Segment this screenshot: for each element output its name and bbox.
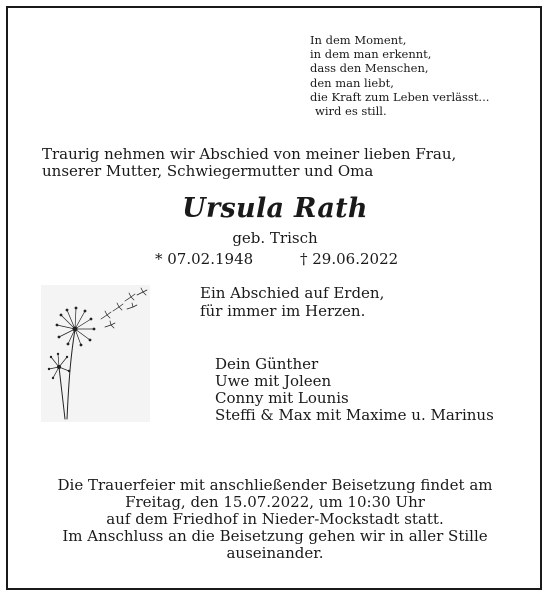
dandelion-illustration bbox=[41, 285, 150, 422]
poem-line: in dem man erkennt, bbox=[310, 47, 432, 62]
service-line: auseinander. bbox=[226, 544, 324, 562]
deceased-name: Ursula Rath bbox=[182, 193, 368, 224]
poem-line: den man liebt, bbox=[310, 75, 394, 90]
poem-line: wird es still. bbox=[315, 104, 387, 119]
poem bbox=[310, 33, 530, 118]
service-line: auf dem Friedhof in Nieder-Mockstadt statt. bbox=[106, 510, 444, 528]
family-member: Conny mit Lounis bbox=[215, 389, 349, 407]
intro-text bbox=[42, 146, 512, 180]
intro-line: unserer Mutter, Schwiegermutter und Oma bbox=[42, 162, 374, 180]
family-member: Dein Günther bbox=[215, 355, 319, 373]
dandelion-icon bbox=[41, 285, 150, 422]
family-member: Uwe mit Joleen bbox=[215, 372, 332, 390]
family-member: Steffi & Max mit Maxime u. Marinus bbox=[215, 406, 494, 424]
poem-line: dass den Menschen, bbox=[310, 61, 429, 76]
poem-line: die Kraft zum Leben verlässt... bbox=[310, 89, 490, 104]
death-date: † 29.06.2022 bbox=[300, 250, 399, 268]
service-info bbox=[0, 477, 550, 562]
intro-line: Traurig nehmen wir Abschied von meiner lieben Frau, bbox=[42, 145, 457, 163]
family-list bbox=[215, 356, 494, 424]
born-name: geb. Trisch bbox=[232, 229, 318, 247]
service-line: Im Anschluss an die Beisetzung gehen wir in aller Stille bbox=[62, 527, 488, 545]
poem-line: In dem Moment, bbox=[310, 33, 407, 47]
quote bbox=[200, 284, 384, 320]
quote-line: für immer im Herzen. bbox=[200, 302, 366, 320]
service-line: Die Trauerfeier mit anschließender Beisetzung findet am bbox=[57, 476, 493, 494]
service-line: Freitag, den 15.07.2022, um 10:30 Uhr bbox=[125, 493, 425, 511]
birth-date: * 07.02.1948 bbox=[155, 250, 254, 268]
quote-line: Ein Abschied auf Erden, bbox=[200, 284, 385, 302]
